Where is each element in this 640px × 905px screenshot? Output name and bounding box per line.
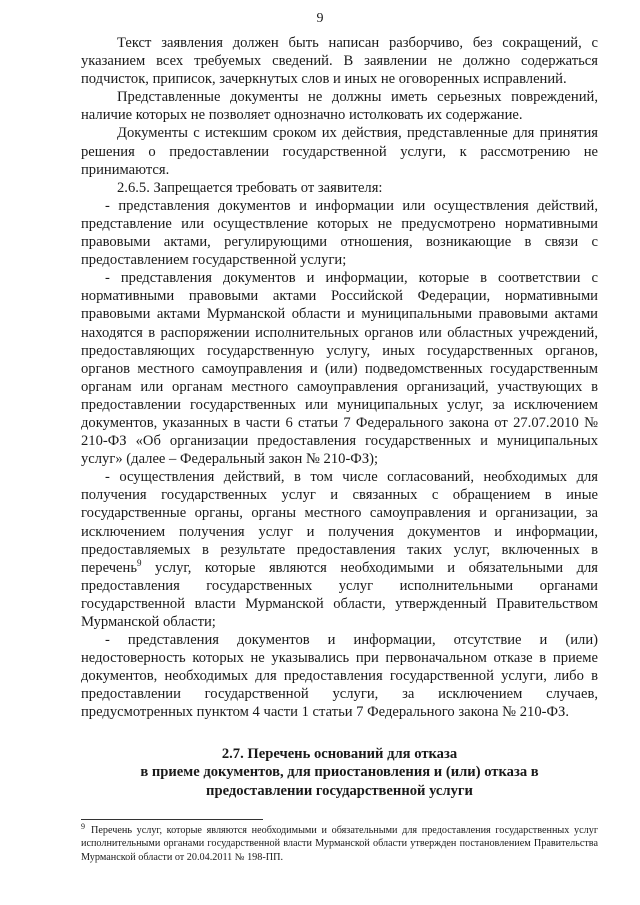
page-number: 9 — [316, 11, 324, 26]
paragraph-legibility: Текст заявления должен быть написан разборчиво, без сокращений, с указанием всех требуемых сведений. В заявлении не должно содержаться подчисток, приписок, зачеркнутых слов и иных не оговоренных исправлений. — [81, 35, 598, 88]
section-2-7-heading — [81, 745, 598, 800]
heading-line-1: 2.7. Перечень оснований для отказа — [221, 746, 458, 762]
paragraph-damage: Представленные документы не должны иметь серьезных повреждений, наличие которых не позволяет однозначно истолковать их содержание. — [81, 89, 598, 124]
heading-line-2: в приеме документов, для приостановления и (или) отказа в — [140, 764, 539, 781]
footnote — [81, 821, 598, 864]
list-item-approvals — [81, 468, 598, 631]
approvals-text-part2: услуг, которые являются необходимыми и обязательными для предоставления государственных услуг исполнительными органами государственной власти Мурманской области, утвержденный Правительством Мурманской области; — [81, 559, 598, 630]
footnote-text: Перечень услуг, которые являются необходимыми и обязательными для предоставления государственных услуг исполнительными органами государственной власти Мурманской области утвержден постановлением Правительства Мурманской области от 20.04.2011 № 198-ПП. — [81, 825, 598, 863]
list-item-actions-not-provided: - представления документов и информации или осуществления действий, представление или осуществление которых не предусмотрено нормативными правовыми актами, регулирующими отношения, возникающие в связи с предоставлением государственной услуги; — [81, 197, 598, 269]
footnote-reference: 9 — [136, 557, 142, 568]
paragraph-expired-documents: Документы с истекшим сроком их действия, представленные для принятия решения о предоставлении государственной услуги, к рассмотрению не принимаются. — [81, 125, 598, 178]
list-item-documents-in-possession: - представления документов и информации, которые в соответствии с нормативными правовыми актами Российской Федерации, нормативными правовыми актами Мурманской области и муниципальными правовыми актами находятся в распоряжении исполнительных органов или областных учреждений, предоставляющих государственную услугу, иных государственных органов, органов местного самоуправления и (или) подведомственных государственным органам или органам местного самоуправления организаций, участвующих в предоставлении государственных или муниципальных услуг, за исключением документов, указанных в части 6 статьи 7 Федерального закона от 27.07.2010 № 210-ФЗ «Об организации предоставления государственных и муниципальных услуг» (далее – Федеральный закон № 210-ФЗ); — [81, 270, 598, 468]
body-text — [81, 34, 598, 722]
heading-line-3: предоставлении государственной услуги — [206, 782, 473, 799]
footnote-separator — [81, 819, 263, 820]
list-item-refusal-reasons: - представления документов и информации, отсутствие и (или) недостоверность которых не указывались при первоначальном отказе в приеме документов, необходимых для предоставления государственной услуги, либо в предоставлении государственной услуги, за исключением случаев, предусмотренных пунктом 4 части 1 статьи 7 Федерального закона № 210-ФЗ. — [81, 632, 598, 721]
footnote-mark: 9 — [81, 821, 85, 831]
section-2-6-5-title: 2.6.5. Запрещается требовать от заявителя: — [117, 179, 383, 196]
approvals-text-part1: - осуществления действий, в том числе согласований, необходимых для получения государственных услуг и связанных с обращением в иные государственные органы, органы местного самоуправления и организации, за исключением получения услуг и получения документов и информации, предоставляемых в результате предоставления таких услуг, включенных в перечень — [81, 469, 598, 576]
